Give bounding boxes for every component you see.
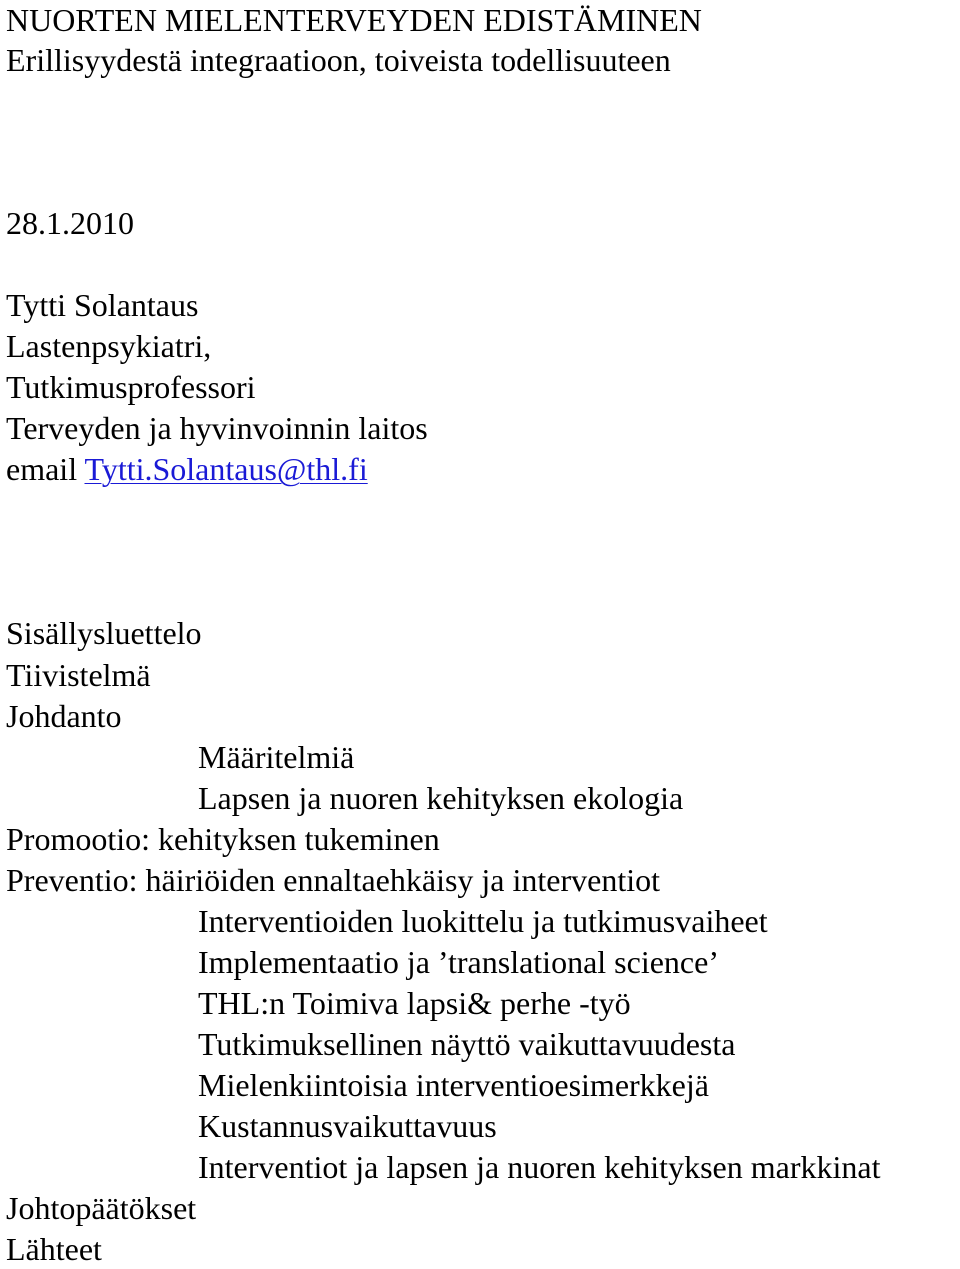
toc-item-thl-tyo: THL:n Toimiva lapsi& perhe -työ xyxy=(198,985,631,1021)
toc-item-luokittelu: Interventioiden luokittelu ja tutkimusvaiheet xyxy=(198,903,768,939)
toc-item-nautto: Tutkimuksellinen näyttö vaikuttavuudesta xyxy=(198,1026,736,1062)
toc-item-lahteet: Lähteet xyxy=(6,1231,102,1267)
toc-item-johtopaatokset: Johtopäätökset xyxy=(6,1190,197,1226)
toc-item-kustannus: Kustannusvaikuttavuus xyxy=(198,1108,497,1144)
toc-item-implementaatio: Implementaatio ja ’translational science’ xyxy=(198,944,719,980)
toc-item-preventio: Preventio: häiriöiden ennaltaehkäisy ja interventiot xyxy=(6,862,661,898)
email-label: email xyxy=(6,451,78,487)
document-date: 28.1.2010 xyxy=(6,205,134,241)
author-email-line xyxy=(6,449,368,489)
toc-item-tiivistelma: Tiivistelmä xyxy=(6,657,151,693)
document-subtitle: Erillisyydestä integraatioon, toiveista todellisuuteen xyxy=(6,42,671,78)
author-role-2: Tutkimusprofessori xyxy=(6,369,256,405)
toc-item-esimerkit: Mielenkiintoisia interventioesimerkkejä xyxy=(198,1067,709,1103)
toc-item-ekologia: Lapsen ja nuoren kehityksen ekologia xyxy=(198,780,684,816)
toc-item-promootio: Promootio: kehityksen tukeminen xyxy=(6,821,440,857)
toc-item-markkinat: Interventiot ja lapsen ja nuoren kehityksen markkinat xyxy=(198,1149,881,1185)
author-role-1: Lastenpsykiatri, xyxy=(6,328,212,364)
author-organization: Terveyden ja hyvinvoinnin laitos xyxy=(6,410,428,446)
toc-heading: Sisällysluettelo xyxy=(6,615,202,651)
author-name: Tytti Solantaus xyxy=(6,287,199,323)
toc-item-johdanto: Johdanto xyxy=(6,698,122,734)
document-title: NUORTEN MIELENTERVEYDEN EDISTÄMINEN xyxy=(6,2,702,38)
toc-item-maaritelmia: Määritelmiä xyxy=(198,739,355,775)
email-link[interactable]: Tytti.Solantaus@thl.fi xyxy=(84,451,368,487)
